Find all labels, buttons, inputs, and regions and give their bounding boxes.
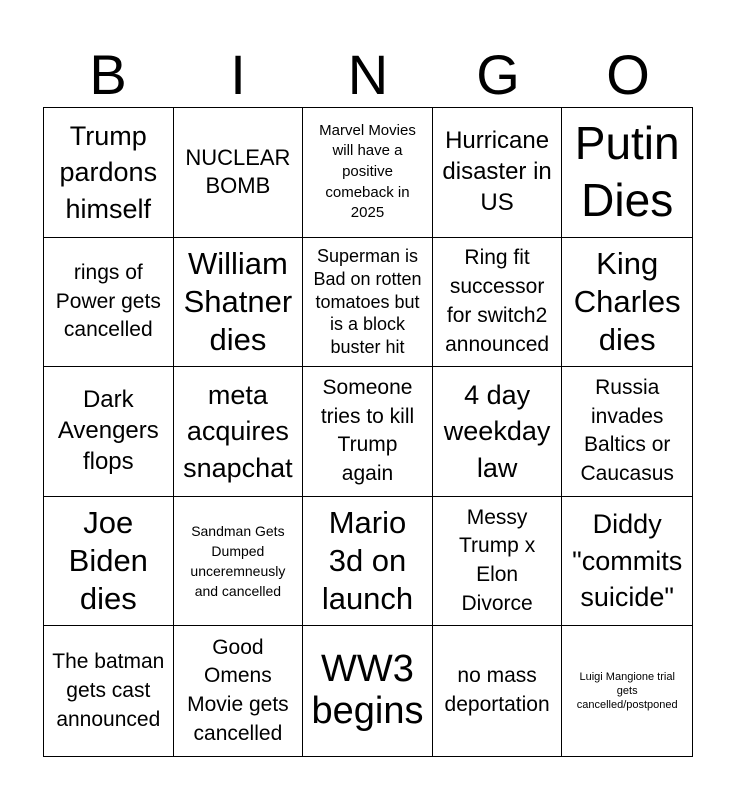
cell-text: Messy Trump x Elon Divorce — [458, 505, 536, 615]
bingo-cell[interactable] — [433, 238, 563, 368]
bingo-cell[interactable] — [174, 626, 304, 756]
cell-text: The batman gets cast announced — [52, 650, 165, 731]
bingo-cell[interactable] — [174, 238, 304, 368]
bingo-cell[interactable] — [562, 238, 692, 368]
bingo-cell[interactable] — [562, 626, 692, 756]
cell-text: meta acquires snapchat — [183, 379, 293, 483]
cell-text: no mass deportation — [444, 664, 550, 717]
cell-text: Marvel Movies will have a positive comeback in 2025 — [319, 121, 416, 222]
bingo-cell[interactable] — [44, 497, 174, 627]
bingo-cell[interactable] — [303, 238, 433, 368]
cell-text: Luigi Mangione trial gets cancelled/postponed — [576, 670, 678, 712]
bingo-cell[interactable] — [174, 367, 304, 497]
cell-text: William Shatner dies — [183, 246, 293, 357]
header-letter-b: B — [89, 43, 127, 106]
bingo-cell[interactable] — [303, 367, 433, 497]
cell-text: Diddy "commits suicide" — [572, 509, 683, 613]
bingo-cell[interactable] — [562, 367, 692, 497]
cell-text: Good Omens Movie gets cancelled — [187, 635, 289, 745]
header-letter-i: I — [230, 43, 246, 106]
cell-text: Sandman Gets Dumped unceremneusly and cancelled — [190, 523, 286, 600]
bingo-cell[interactable] — [174, 108, 304, 238]
bingo-cell[interactable] — [303, 108, 433, 238]
bingo-cell[interactable] — [562, 108, 692, 238]
cell-text: Superman is Bad on rotten tomatoes but is a block buster hit — [313, 246, 422, 357]
cell-text: Trump pardons himself — [59, 120, 158, 224]
cell-text: 4 day weekday law — [443, 379, 551, 483]
cell-text: Mario 3d on launch — [321, 505, 414, 616]
bingo-cell[interactable] — [562, 497, 692, 627]
bingo-cell[interactable] — [433, 497, 563, 627]
bingo-cell[interactable] — [44, 367, 174, 497]
cell-text: Hurricane disaster in US — [442, 127, 552, 216]
header-letter-n: N — [347, 43, 389, 106]
bingo-cell[interactable] — [174, 497, 304, 627]
cell-text: Russia invades Baltics or Caucasus — [580, 375, 674, 486]
header-letter-g: G — [476, 43, 520, 106]
bingo-header — [43, 42, 693, 108]
cell-text: Dark Avengers flops — [57, 386, 159, 475]
bingo-grid — [43, 107, 693, 757]
bingo-cell[interactable] — [44, 238, 174, 368]
cell-text: Someone tries to kill Trump again — [320, 375, 415, 486]
cell-text: rings of Power gets cancelled — [55, 260, 161, 342]
bingo-cell[interactable] — [433, 108, 563, 238]
cell-text: Putin Dies — [574, 116, 680, 227]
bingo-cell[interactable] — [303, 626, 433, 756]
bingo-cell[interactable] — [44, 626, 174, 756]
cell-text: Joe Biden dies — [68, 505, 148, 616]
bingo-cell[interactable] — [303, 497, 433, 627]
bingo-cell[interactable] — [433, 367, 563, 497]
cell-text: NUCLEAR BOMB — [185, 145, 291, 199]
header-letter-o: O — [606, 43, 650, 106]
cell-text: King Charles dies — [573, 246, 681, 357]
cell-text: WW3 begins — [311, 648, 424, 733]
bingo-cell[interactable] — [433, 626, 563, 756]
cell-text: Ring fit successor for switch2 announced — [445, 246, 550, 356]
bingo-cell[interactable] — [44, 108, 174, 238]
